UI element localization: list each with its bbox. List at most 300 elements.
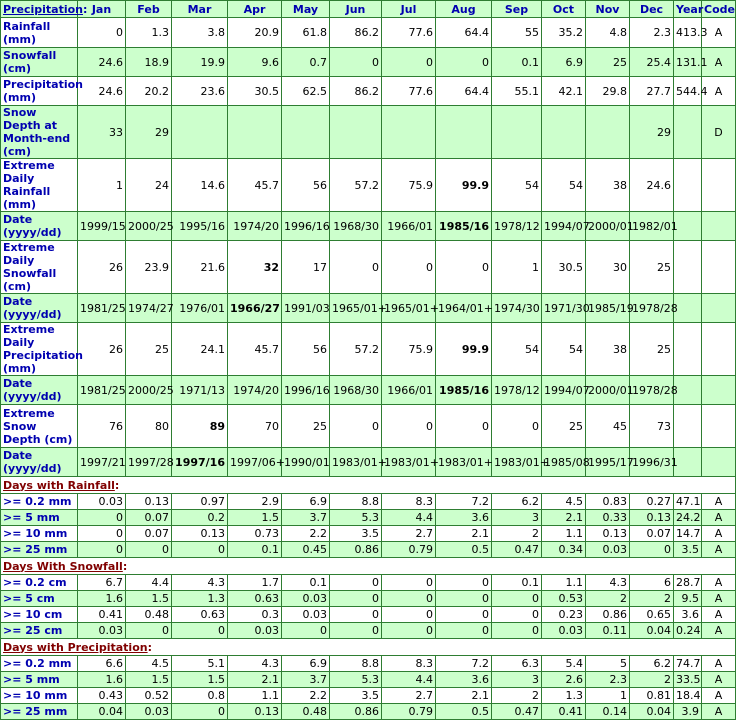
value-cell: 80 [126, 405, 172, 448]
code-cell [702, 323, 736, 376]
value-cell: 0.13 [172, 526, 228, 542]
value-cell: 1.5 [126, 672, 172, 688]
table-row [1, 241, 736, 294]
value-cell: 0 [330, 623, 382, 639]
code-cell [702, 376, 736, 405]
value-cell: 20.9 [228, 18, 282, 48]
table-row [1, 18, 736, 48]
value-cell: 6.9 [282, 494, 330, 510]
value-cell: 1 [78, 159, 126, 212]
value-cell: 1985/19 [586, 294, 630, 323]
value-cell: 38 [586, 323, 630, 376]
value-cell: 56 [282, 159, 330, 212]
value-cell: 62.5 [282, 77, 330, 106]
value-cell: 2.1 [228, 672, 282, 688]
row-label: >= 5 cm [1, 591, 78, 607]
value-cell: 55 [492, 18, 542, 48]
section-title: Days With Snowfall: [1, 558, 736, 575]
value-cell: 0.03 [126, 704, 172, 720]
year-cell: 24.2 [674, 510, 702, 526]
value-cell: 0.63 [172, 607, 228, 623]
value-cell: 0.8 [172, 688, 228, 704]
value-cell: 0.1 [492, 48, 542, 77]
value-cell: 0.86 [330, 542, 382, 558]
value-cell: 1.3 [542, 688, 586, 704]
value-cell: 4.5 [126, 656, 172, 672]
table-row [1, 106, 736, 159]
year-cell [674, 159, 702, 212]
value-cell: 0 [436, 607, 492, 623]
value-cell: 0.3 [228, 607, 282, 623]
table-row [1, 376, 736, 405]
value-cell: 30.5 [228, 77, 282, 106]
value-cell: 0 [492, 607, 542, 623]
code-cell [702, 294, 736, 323]
value-cell: 25.4 [630, 48, 674, 77]
value-cell: 0 [78, 510, 126, 526]
value-cell: 1996/16 [282, 376, 330, 405]
value-cell: 0.48 [126, 607, 172, 623]
value-cell: 86.2 [330, 18, 382, 48]
table-row [1, 575, 736, 591]
value-cell [228, 106, 282, 159]
value-cell: 0 [78, 542, 126, 558]
value-cell: 25 [586, 48, 630, 77]
value-cell: 1994/07 [542, 212, 586, 241]
value-cell: 0.03 [228, 623, 282, 639]
month-header: Jan [78, 1, 126, 18]
value-cell: 1997/21 [78, 448, 126, 477]
value-cell: 0 [330, 48, 382, 77]
value-cell: 0.97 [172, 494, 228, 510]
value-cell: 5.4 [542, 656, 586, 672]
value-cell: 1981/25 [78, 376, 126, 405]
value-cell: 1964/01+ [436, 294, 492, 323]
code-cell: A [702, 494, 736, 510]
value-cell: 38 [586, 159, 630, 212]
value-cell: 19.9 [172, 48, 228, 77]
value-cell: 14.6 [172, 159, 228, 212]
value-cell: 0.81 [630, 688, 674, 704]
value-cell: 0.79 [382, 542, 436, 558]
value-cell: 1971/13 [172, 376, 228, 405]
row-label: Rainfall (mm) [1, 18, 78, 48]
value-cell: 57.2 [330, 159, 382, 212]
row-label: >= 10 mm [1, 688, 78, 704]
value-cell: 1983/01+ [330, 448, 382, 477]
value-cell: 1996/16 [282, 212, 330, 241]
year-cell: 47.1 [674, 494, 702, 510]
value-cell: 2.3 [630, 18, 674, 48]
value-cell: 0 [330, 575, 382, 591]
value-cell: 26 [78, 323, 126, 376]
code-cell: A [702, 510, 736, 526]
value-cell: 6.3 [492, 656, 542, 672]
year-cell: 3.5 [674, 542, 702, 558]
value-cell: 4.4 [126, 575, 172, 591]
value-cell: 0.13 [228, 704, 282, 720]
value-cell: 0 [382, 48, 436, 77]
value-cell: 2000/01 [586, 376, 630, 405]
value-cell: 0.86 [586, 607, 630, 623]
value-cell [382, 106, 436, 159]
value-cell: 0.27 [630, 494, 674, 510]
section-title: Days with Rainfall: [1, 477, 736, 494]
value-cell: 2000/25 [126, 376, 172, 405]
table-row [1, 294, 736, 323]
value-cell: 45 [586, 405, 630, 448]
value-cell: 1976/01 [172, 294, 228, 323]
value-cell: 18.9 [126, 48, 172, 77]
table-row [1, 159, 736, 212]
value-cell: 1971/30 [542, 294, 586, 323]
value-cell: 2000/01 [586, 212, 630, 241]
value-cell: 0.03 [542, 623, 586, 639]
value-cell: 4.4 [382, 672, 436, 688]
table-row [1, 704, 736, 720]
value-cell: 2.7 [382, 688, 436, 704]
code-cell [702, 159, 736, 212]
table-row [1, 542, 736, 558]
value-cell: 1974/30 [492, 294, 542, 323]
value-cell: 1 [492, 241, 542, 294]
value-cell: 55.1 [492, 77, 542, 106]
value-cell: 30.5 [542, 241, 586, 294]
table-row [1, 405, 736, 448]
value-cell: 5.3 [330, 672, 382, 688]
month-header: Mar [172, 1, 228, 18]
value-cell: 2.2 [282, 526, 330, 542]
value-cell: 0.11 [586, 623, 630, 639]
value-cell: 0.03 [78, 494, 126, 510]
value-cell: 3.5 [330, 526, 382, 542]
value-cell: 2 [492, 526, 542, 542]
value-cell: 2 [630, 591, 674, 607]
value-cell: 0.03 [282, 591, 330, 607]
value-cell: 1.1 [542, 526, 586, 542]
value-cell: 3.6 [436, 672, 492, 688]
value-cell: 0 [436, 575, 492, 591]
value-cell: 24.6 [78, 48, 126, 77]
table-row [1, 623, 736, 639]
code-cell: A [702, 672, 736, 688]
value-cell: 0 [126, 623, 172, 639]
value-cell: 1983/01+ [492, 448, 542, 477]
section-header-row [1, 558, 736, 575]
value-cell: 1990/01 [282, 448, 330, 477]
section-title: Days with Precipitation: [1, 639, 736, 656]
value-cell: 25 [630, 323, 674, 376]
value-cell: 77.6 [382, 77, 436, 106]
value-cell: 75.9 [382, 159, 436, 212]
value-cell: 61.8 [282, 18, 330, 48]
code-cell: A [702, 688, 736, 704]
value-cell: 1997/06+ [228, 448, 282, 477]
value-cell: 2 [630, 672, 674, 688]
value-cell: 0 [172, 542, 228, 558]
value-cell: 0.33 [586, 510, 630, 526]
value-cell: 7.2 [436, 494, 492, 510]
value-cell: 0 [436, 591, 492, 607]
value-cell: 0.04 [630, 704, 674, 720]
row-label: Extreme Daily Rainfall (mm) [1, 159, 78, 212]
value-cell: 1995/16 [172, 212, 228, 241]
section-header-row [1, 477, 736, 494]
value-cell: 0 [172, 704, 228, 720]
value-cell: 0 [382, 607, 436, 623]
code-cell: A [702, 575, 736, 591]
value-cell: 1.5 [228, 510, 282, 526]
month-header: Aug [436, 1, 492, 18]
value-cell: 4.3 [172, 575, 228, 591]
month-header: Jul [382, 1, 436, 18]
value-cell: 1.6 [78, 591, 126, 607]
code-cell [702, 212, 736, 241]
row-label: >= 25 mm [1, 704, 78, 720]
value-cell: 30 [586, 241, 630, 294]
value-cell: 32 [228, 241, 282, 294]
row-label: >= 0.2 cm [1, 575, 78, 591]
month-header: Feb [126, 1, 172, 18]
value-cell: 1978/12 [492, 212, 542, 241]
value-cell: 45.7 [228, 159, 282, 212]
row-label: >= 25 mm [1, 542, 78, 558]
value-cell: 5.3 [330, 510, 382, 526]
code-cell: D [702, 106, 736, 159]
value-cell: 0 [330, 405, 382, 448]
value-cell: 3.7 [282, 672, 330, 688]
value-cell: 1 [586, 688, 630, 704]
value-cell: 1965/01+ [330, 294, 382, 323]
row-label: Snowfall (cm) [1, 48, 78, 77]
value-cell: 54 [542, 159, 586, 212]
value-cell: 0.1 [282, 575, 330, 591]
section-header-row [1, 639, 736, 656]
value-cell: 76 [78, 405, 126, 448]
value-cell: 0.04 [78, 704, 126, 720]
climate-table-body [1, 1, 736, 720]
value-cell: 0.1 [492, 575, 542, 591]
value-cell: 1974/27 [126, 294, 172, 323]
value-cell: 1996/31 [630, 448, 674, 477]
value-cell: 0.5 [436, 542, 492, 558]
code-cell: A [702, 704, 736, 720]
code-cell: A [702, 542, 736, 558]
value-cell: 8.8 [330, 494, 382, 510]
value-cell: 0.04 [630, 623, 674, 639]
value-cell [586, 106, 630, 159]
value-cell [282, 106, 330, 159]
value-cell: 20.2 [126, 77, 172, 106]
value-cell: 23.9 [126, 241, 172, 294]
precipitation-section-label: Precipitation: [1, 1, 78, 18]
value-cell: 0 [382, 591, 436, 607]
row-label: Extreme Daily Precipitation (mm) [1, 323, 78, 376]
value-cell: 2 [586, 591, 630, 607]
year-cell: 413.3 [674, 18, 702, 48]
value-cell: 4.3 [228, 656, 282, 672]
code-cell: A [702, 623, 736, 639]
value-cell: 0 [382, 405, 436, 448]
value-cell: 0.53 [542, 591, 586, 607]
value-cell: 0.03 [282, 607, 330, 623]
value-cell: 29 [630, 106, 674, 159]
table-row [1, 212, 736, 241]
value-cell: 0.07 [126, 510, 172, 526]
value-cell: 1.5 [172, 672, 228, 688]
value-cell: 23.6 [172, 77, 228, 106]
value-cell: 0 [282, 623, 330, 639]
table-row [1, 688, 736, 704]
value-cell: 0 [436, 241, 492, 294]
value-cell: 2.1 [436, 688, 492, 704]
value-cell: 17 [282, 241, 330, 294]
value-cell: 0 [492, 591, 542, 607]
value-cell: 1995/17 [586, 448, 630, 477]
row-label: >= 25 cm [1, 623, 78, 639]
code-cell: A [702, 607, 736, 623]
value-cell: 1999/15 [78, 212, 126, 241]
value-cell: 0.47 [492, 542, 542, 558]
value-cell: 0 [492, 405, 542, 448]
value-cell [172, 106, 228, 159]
value-cell: 1.3 [126, 18, 172, 48]
value-cell: 7.2 [436, 656, 492, 672]
value-cell: 24.6 [78, 77, 126, 106]
value-cell: 1968/30 [330, 376, 382, 405]
value-cell: 0.52 [126, 688, 172, 704]
value-cell: 0 [436, 405, 492, 448]
value-cell: 1968/30 [330, 212, 382, 241]
month-header: Nov [586, 1, 630, 18]
table-row [1, 510, 736, 526]
year-cell: 9.5 [674, 591, 702, 607]
value-cell: 0 [330, 241, 382, 294]
header-row [1, 1, 736, 18]
value-cell: 1966/27 [228, 294, 282, 323]
value-cell: 35.2 [542, 18, 586, 48]
value-cell: 0 [630, 542, 674, 558]
value-cell: 54 [492, 159, 542, 212]
value-cell: 24.6 [630, 159, 674, 212]
row-label: Date (yyyy/dd) [1, 448, 78, 477]
value-cell: 6.7 [78, 575, 126, 591]
value-cell: 26 [78, 241, 126, 294]
year-cell [674, 405, 702, 448]
value-cell: 6.9 [282, 656, 330, 672]
month-header: Dec [630, 1, 674, 18]
value-cell: 25 [542, 405, 586, 448]
value-cell: 1974/20 [228, 212, 282, 241]
value-cell: 0.45 [282, 542, 330, 558]
value-cell [542, 106, 586, 159]
value-cell: 0 [330, 591, 382, 607]
value-cell: 2.9 [228, 494, 282, 510]
row-label: Date (yyyy/dd) [1, 376, 78, 405]
value-cell: 1974/20 [228, 376, 282, 405]
value-cell: 0.86 [330, 704, 382, 720]
value-cell: 9.6 [228, 48, 282, 77]
value-cell: 0.79 [382, 704, 436, 720]
year-cell: 74.7 [674, 656, 702, 672]
value-cell: 3 [492, 510, 542, 526]
value-cell: 6.2 [492, 494, 542, 510]
value-cell: 0.2 [172, 510, 228, 526]
value-cell: 1966/01 [382, 376, 436, 405]
value-cell: 6.6 [78, 656, 126, 672]
value-cell: 5 [586, 656, 630, 672]
code-cell: A [702, 591, 736, 607]
value-cell: 21.6 [172, 241, 228, 294]
value-cell: 0 [492, 623, 542, 639]
value-cell: 0.43 [78, 688, 126, 704]
value-cell: 0.48 [282, 704, 330, 720]
value-cell: 1.5 [126, 591, 172, 607]
year-cell [674, 241, 702, 294]
value-cell: 89 [172, 405, 228, 448]
year-cell: 3.9 [674, 704, 702, 720]
row-label: >= 5 mm [1, 510, 78, 526]
table-row [1, 591, 736, 607]
value-cell: 0 [78, 18, 126, 48]
row-label: Date (yyyy/dd) [1, 212, 78, 241]
value-cell: 1978/28 [630, 376, 674, 405]
value-cell: 1994/07 [542, 376, 586, 405]
month-header: Sep [492, 1, 542, 18]
value-cell: 2.1 [542, 510, 586, 526]
value-cell: 4.8 [586, 18, 630, 48]
value-cell: 3.6 [436, 510, 492, 526]
code-cell [702, 405, 736, 448]
table-row [1, 494, 736, 510]
value-cell: 64.4 [436, 77, 492, 106]
value-cell: 0 [330, 607, 382, 623]
value-cell: 77.6 [382, 18, 436, 48]
value-cell: 3.8 [172, 18, 228, 48]
month-header: Jun [330, 1, 382, 18]
value-cell: 24 [126, 159, 172, 212]
value-cell: 0.73 [228, 526, 282, 542]
value-cell: 33 [78, 106, 126, 159]
value-cell: 1997/16 [172, 448, 228, 477]
table-row [1, 448, 736, 477]
value-cell: 0 [382, 623, 436, 639]
value-cell: 8.3 [382, 656, 436, 672]
value-cell: 1997/28 [126, 448, 172, 477]
year-cell: 33.5 [674, 672, 702, 688]
year-cell: 28.7 [674, 575, 702, 591]
value-cell: 3.5 [330, 688, 382, 704]
year-cell: 0.24 [674, 623, 702, 639]
table-row [1, 656, 736, 672]
year-cell [674, 106, 702, 159]
value-cell: 24.1 [172, 323, 228, 376]
value-cell: 4.4 [382, 510, 436, 526]
value-cell: 1.1 [228, 688, 282, 704]
table-row [1, 607, 736, 623]
value-cell [492, 106, 542, 159]
year-cell: 14.7 [674, 526, 702, 542]
value-cell: 2.1 [436, 526, 492, 542]
value-cell: 1965/01+ [382, 294, 436, 323]
value-cell: 1.6 [78, 672, 126, 688]
value-cell: 0 [78, 526, 126, 542]
value-cell: 0.5 [436, 704, 492, 720]
value-cell: 1978/12 [492, 376, 542, 405]
code-cell: A [702, 48, 736, 77]
year-cell: 544.4 [674, 77, 702, 106]
code-cell [702, 241, 736, 294]
